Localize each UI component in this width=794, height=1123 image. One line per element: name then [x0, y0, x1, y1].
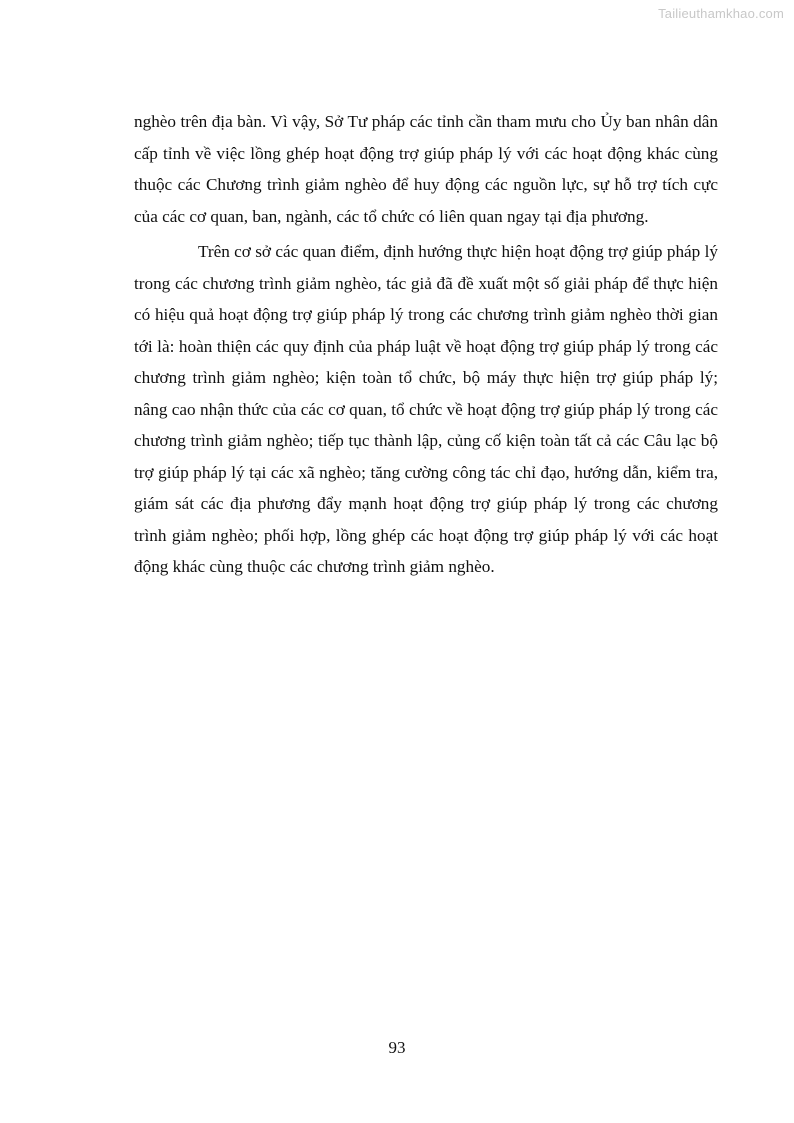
paragraph-continuation: nghèo trên địa bàn. Vì vậy, Sở Tư pháp các tỉnh cần tham mưu cho Ủy ban nhân dân cấp tỉnh về việc lồng ghép hoạt động trợ giúp pháp lý với các hoạt động khác cùng thuộc các Chương trình giảm nghèo để huy động các nguồn lực, sự hỗ trợ tích cực của các cơ quan, ban, ngành, các tổ chức có liên quan ngay tại địa phương.: [134, 112, 718, 226]
site-watermark: Tailieuthamkhao.com: [658, 6, 784, 21]
paragraph-solutions: Trên cơ sở các quan điểm, định hướng thực hiện hoạt động trợ giúp pháp lý trong các chương trình giảm nghèo, tác giả đã đề xuất một số giải pháp để thực hiện có hiệu quả hoạt động trợ giúp pháp lý trong các chương trình giảm nghèo thời gian tới là: hoàn thiện các quy định của pháp luật về hoạt động trợ giúp pháp lý trong các chương trình giảm nghèo; kiện toàn tổ chức, bộ máy thực hiện trợ giúp pháp lý; nâng cao nhận thức của các cơ quan, tổ chức về hoạt động trợ giúp pháp lý trong các chương trình giảm nghèo; tiếp tục thành lập, củng cố kiện toàn tất cả các Câu lạc bộ trợ giúp pháp lý tại các xã nghèo; tăng cường công tác chỉ đạo, hướng dẫn, kiểm tra, giám sát các địa phương đẩy mạnh hoạt động trợ giúp pháp lý trong các chương trình giảm nghèo; phối hợp, lồng ghép các hoạt động trợ giúp pháp lý với các hoạt động khác cùng thuộc các chương trình giảm nghèo.: [134, 242, 718, 576]
page-number: 93: [388, 1038, 406, 1057]
document-body: [134, 106, 718, 583]
